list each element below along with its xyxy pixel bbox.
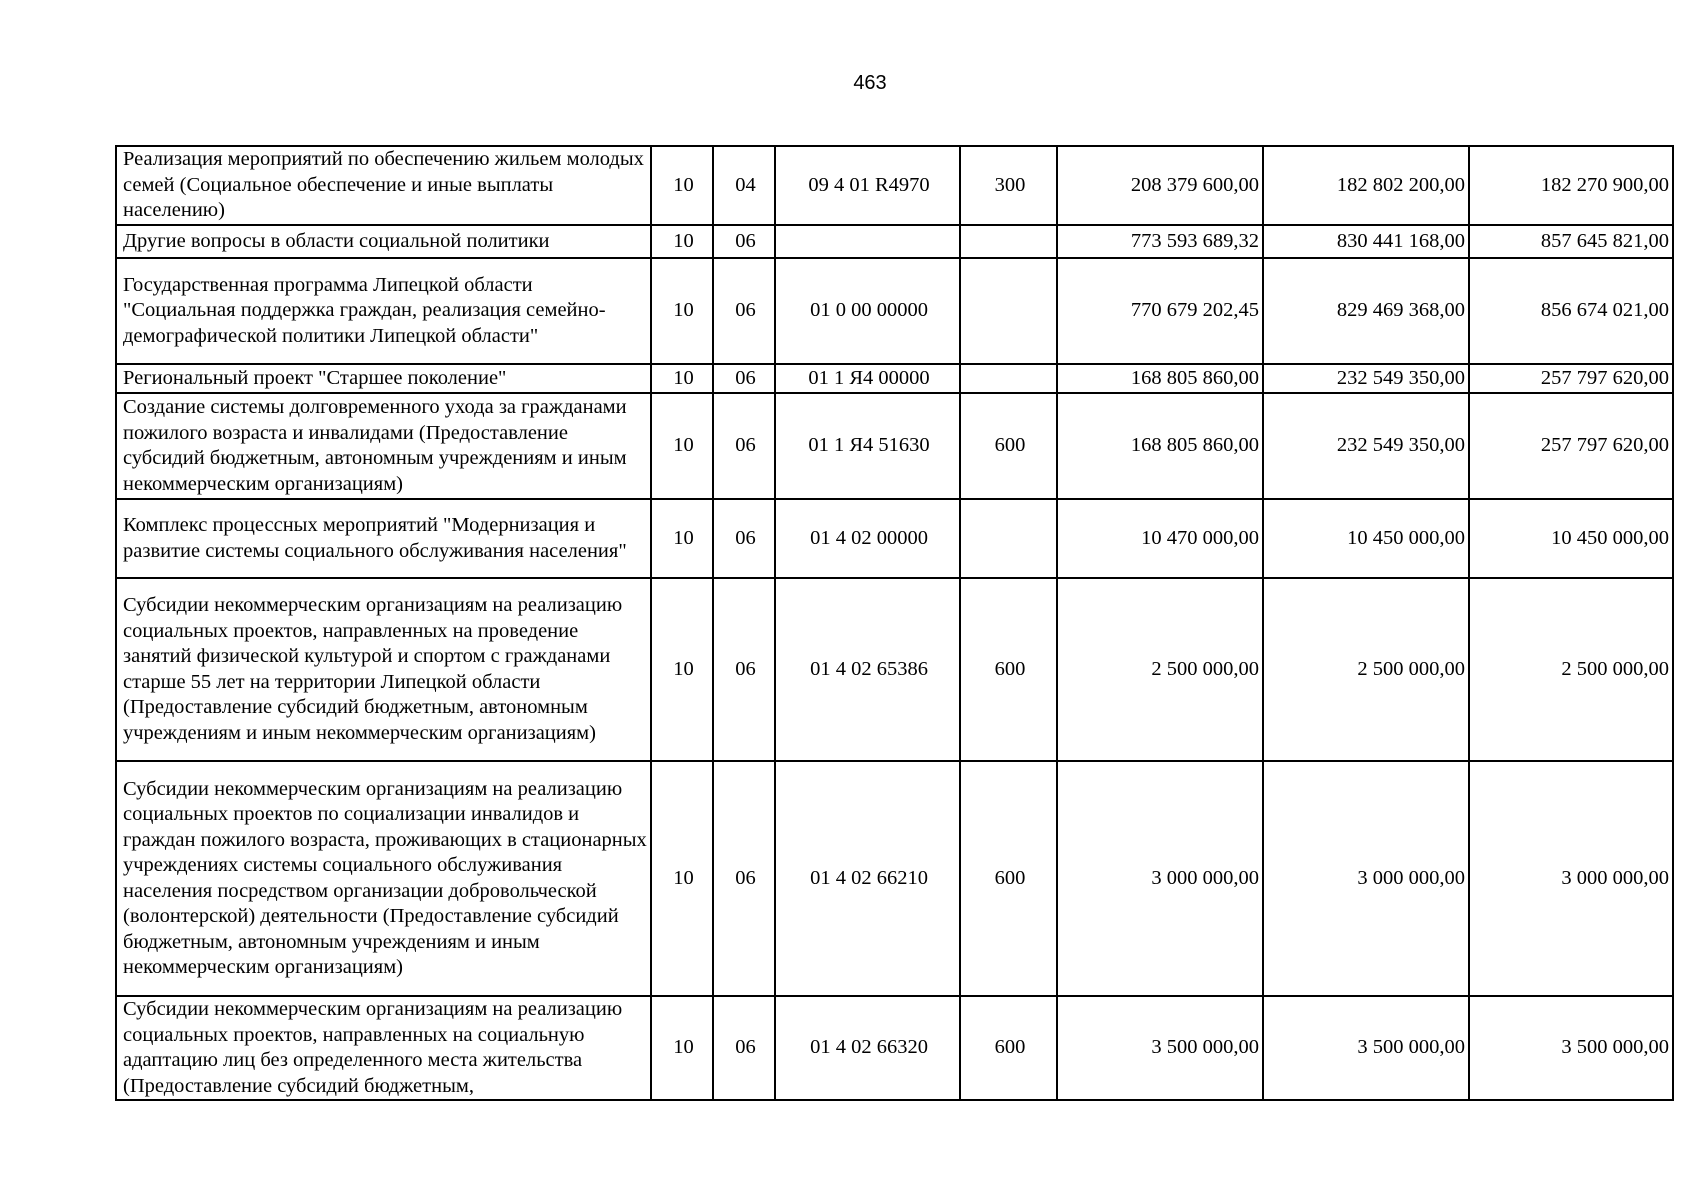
section-cell: 10 bbox=[651, 393, 713, 499]
expense-type-cell bbox=[960, 499, 1057, 578]
row-name-cell: Субсидии некоммерческим организациям на реализацию социальных проектов, направленных на проведение занятий физической культурой и спортом с гражданами старше 55 лет на территории Липецкой области (Предоставление субсидий бюджетным, автономным учреждениям и иным некоммерческим организациям) bbox=[116, 578, 651, 761]
table-row bbox=[116, 996, 1673, 1100]
sum-year3-cell: 3 500 000,00 bbox=[1469, 996, 1673, 1100]
table-row bbox=[116, 761, 1673, 996]
expense-type-cell bbox=[960, 225, 1057, 258]
row-name-cell: Комплекс процессных мероприятий "Модернизация и развитие системы социального обслуживания населения" bbox=[116, 499, 651, 578]
section-cell: 10 bbox=[651, 258, 713, 364]
sum-year1-cell: 3 000 000,00 bbox=[1057, 761, 1263, 996]
table-row bbox=[116, 225, 1673, 258]
section-cell: 10 bbox=[651, 761, 713, 996]
section-cell: 10 bbox=[651, 225, 713, 258]
expense-type-cell bbox=[960, 364, 1057, 393]
section-cell: 10 bbox=[651, 364, 713, 393]
target-article-cell: 01 4 02 66320 bbox=[775, 996, 960, 1100]
section-cell: 10 bbox=[651, 499, 713, 578]
subsection-cell: 06 bbox=[713, 996, 775, 1100]
expense-type-cell: 600 bbox=[960, 996, 1057, 1100]
target-article-cell: 01 0 00 00000 bbox=[775, 258, 960, 364]
sum-year2-cell: 829 469 368,00 bbox=[1263, 258, 1469, 364]
row-name-cell: Субсидии некоммерческим организациям на реализацию социальных проектов по социализации инвалидов и граждан пожилого возраста, проживающих в стационарных учреждениях системы социального обслуживания населения посредством организации добровольческой (волонтерской) деятельности (Предоставление субсидий бюджетным, автономным учреждениям и иным некоммерческим организациям) bbox=[116, 761, 651, 996]
sum-year1-cell: 2 500 000,00 bbox=[1057, 578, 1263, 761]
expense-type-cell: 300 bbox=[960, 146, 1057, 225]
sum-year2-cell: 10 450 000,00 bbox=[1263, 499, 1469, 578]
sum-year1-cell: 208 379 600,00 bbox=[1057, 146, 1263, 225]
expense-type-cell bbox=[960, 258, 1057, 364]
target-article-cell bbox=[775, 225, 960, 258]
sum-year1-cell: 168 805 860,00 bbox=[1057, 364, 1263, 393]
table-row bbox=[116, 146, 1673, 225]
budget-table bbox=[115, 145, 1674, 1101]
subsection-cell: 06 bbox=[713, 258, 775, 364]
subsection-cell: 06 bbox=[713, 393, 775, 499]
table-row bbox=[116, 258, 1673, 364]
section-cell: 10 bbox=[651, 146, 713, 225]
sum-year3-cell: 257 797 620,00 bbox=[1469, 364, 1673, 393]
sum-year2-cell: 2 500 000,00 bbox=[1263, 578, 1469, 761]
expense-type-cell: 600 bbox=[960, 578, 1057, 761]
sum-year2-cell: 830 441 168,00 bbox=[1263, 225, 1469, 258]
table-row bbox=[116, 499, 1673, 578]
target-article-cell: 01 4 02 66210 bbox=[775, 761, 960, 996]
expense-type-cell: 600 bbox=[960, 761, 1057, 996]
row-name-cell: Реализация мероприятий по обеспечению жильем молодых семей (Социальное обеспечение и иные выплаты населению) bbox=[116, 146, 651, 225]
row-name-cell: Субсидии некоммерческим организациям на реализацию социальных проектов, направленных на социальную адаптацию лиц без определенного места жительства (Предоставление субсидий бюджетным, bbox=[116, 996, 651, 1100]
target-article-cell: 01 1 Я4 51630 bbox=[775, 393, 960, 499]
sum-year2-cell: 232 549 350,00 bbox=[1263, 393, 1469, 499]
subsection-cell: 06 bbox=[713, 578, 775, 761]
target-article-cell: 01 1 Я4 00000 bbox=[775, 364, 960, 393]
sum-year2-cell: 232 549 350,00 bbox=[1263, 364, 1469, 393]
subsection-cell: 04 bbox=[713, 146, 775, 225]
table-row bbox=[116, 393, 1673, 499]
sum-year3-cell: 857 645 821,00 bbox=[1469, 225, 1673, 258]
subsection-cell: 06 bbox=[713, 761, 775, 996]
expense-type-cell: 600 bbox=[960, 393, 1057, 499]
sum-year1-cell: 3 500 000,00 bbox=[1057, 996, 1263, 1100]
target-article-cell: 09 4 01 R4970 bbox=[775, 146, 960, 225]
sum-year1-cell: 10 470 000,00 bbox=[1057, 499, 1263, 578]
section-cell: 10 bbox=[651, 578, 713, 761]
row-name-cell: Другие вопросы в области социальной политики bbox=[116, 225, 651, 258]
section-cell: 10 bbox=[651, 996, 713, 1100]
sum-year2-cell: 182 802 200,00 bbox=[1263, 146, 1469, 225]
sum-year1-cell: 773 593 689,32 bbox=[1057, 225, 1263, 258]
row-name-cell: Региональный проект "Старшее поколение" bbox=[116, 364, 651, 393]
sum-year1-cell: 770 679 202,45 bbox=[1057, 258, 1263, 364]
page-number: 463 bbox=[853, 72, 887, 94]
table-row bbox=[116, 578, 1673, 761]
sum-year1-cell: 168 805 860,00 bbox=[1057, 393, 1263, 499]
table-row bbox=[116, 364, 1673, 393]
sum-year2-cell: 3 500 000,00 bbox=[1263, 996, 1469, 1100]
row-name-cell: Создание системы долговременного ухода за гражданами пожилого возраста и инвалидами (Предоставление субсидий бюджетным, автономным учреждениям и иным некоммерческим организациям) bbox=[116, 393, 651, 499]
target-article-cell: 01 4 02 65386 bbox=[775, 578, 960, 761]
sum-year3-cell: 10 450 000,00 bbox=[1469, 499, 1673, 578]
sum-year3-cell: 856 674 021,00 bbox=[1469, 258, 1673, 364]
subsection-cell: 06 bbox=[713, 499, 775, 578]
subsection-cell: 06 bbox=[713, 225, 775, 258]
sum-year3-cell: 3 000 000,00 bbox=[1469, 761, 1673, 996]
sum-year3-cell: 182 270 900,00 bbox=[1469, 146, 1673, 225]
sum-year2-cell: 3 000 000,00 bbox=[1263, 761, 1469, 996]
target-article-cell: 01 4 02 00000 bbox=[775, 499, 960, 578]
sum-year3-cell: 2 500 000,00 bbox=[1469, 578, 1673, 761]
subsection-cell: 06 bbox=[713, 364, 775, 393]
row-name-cell: Государственная программа Липецкой области "Социальная поддержка граждан, реализация семейно-демографической политики Липецкой области" bbox=[116, 258, 651, 364]
sum-year3-cell: 257 797 620,00 bbox=[1469, 393, 1673, 499]
